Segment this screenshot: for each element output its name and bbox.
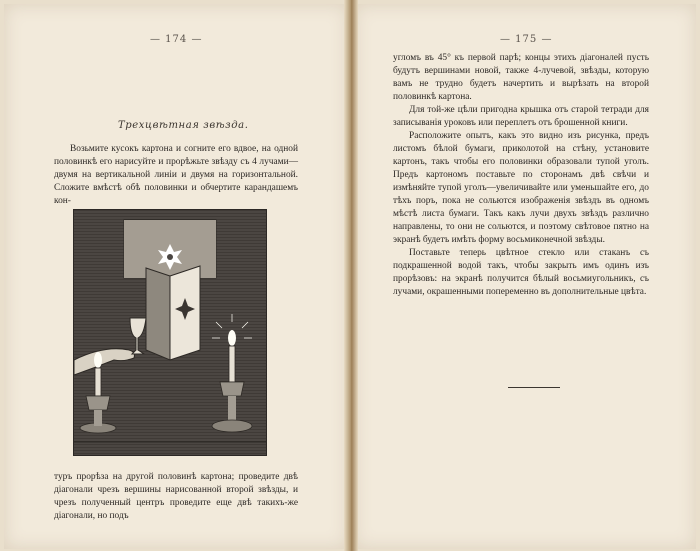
left-bottom-paragraph-text: туръ прорѣза на другой половинѣ картона; проведите двѣ діагонали чрезъ вершины нарисованной второй звѣзды, и чрезъ полученный центръ проведите еще двѣ такихъ-же діагонали, но подъ — [54, 472, 298, 521]
left-bottom-paragraph — [54, 471, 298, 523]
right-paragraph-4: Поставьте теперь цвѣтное стекло или стаканъ съ подкрашенной водой такъ, чтобы закрыть имъ одинъ изъ прорѣзовъ: на экранѣ получится бѣлый восьмиугольникъ, съ лучами, окрашенными попеременно въ дополнительные цвѣта. — [393, 248, 649, 297]
right-paragraph-3: Расположите опытъ, какъ это видно изъ рисунка, предъ листомъ бѣлой бумаги, приколотой на стѣну, установите картонъ, такъ чтобы его половинки образовали тупой уголъ. Предъ картономъ поставьте по сторонамъ двѣ свѣчи и измѣняйте тупой уголъ—увеличивайте или уменьшайте его, до тѣхъ поръ, пока не сольются изображенія звѣздъ въ одномъ мѣстѣ листа бумаги. Такъ какъ лучи двухъ звѣздъ различно направлены, то они не сольются, и поэтому свѣтовое пятно на экранѣ будетъ имѣть форму восьмиконечной звѣзды. — [393, 131, 649, 245]
section-heading: Трехцвѣтная звѣзда. — [118, 120, 249, 131]
closing-rule — [508, 387, 560, 388]
right-page-body — [393, 52, 649, 299]
right-paragraph-2: Для той-же цѣли пригодна крышка отъ старой тетради для записыванія уроковъ или переплетъ отъ брошенной книги. — [393, 105, 649, 128]
left-top-paragraph — [54, 143, 298, 208]
left-top-paragraph-text: Возьмите кусокъ картона и согните его вдвое, на одной половинкѣ его нарисуйте и прорѣжьте звѣзду съ 4 лучами—двумя на вертикальной линіи и двумя на горизонтальной. Сложите вмѣстѣ обѣ половинки и обчертите карандашемъ кон- — [54, 144, 298, 206]
book-gutter — [344, 0, 358, 551]
engraving-illustration — [73, 209, 267, 456]
right-page-number: — 175 — — [500, 34, 553, 45]
left-page-number: — 174 — — [150, 34, 203, 45]
right-paragraph-1: угломъ въ 45° къ первой парѣ; концы этихъ діагоналей пусть будутъ вершинами новой, также 4-лучевой, звѣзды, которую вамъ не трудно будетъ начертить и вырѣзать на второй половинкѣ картона. — [393, 53, 649, 102]
candles-star-engraving — [74, 210, 266, 455]
